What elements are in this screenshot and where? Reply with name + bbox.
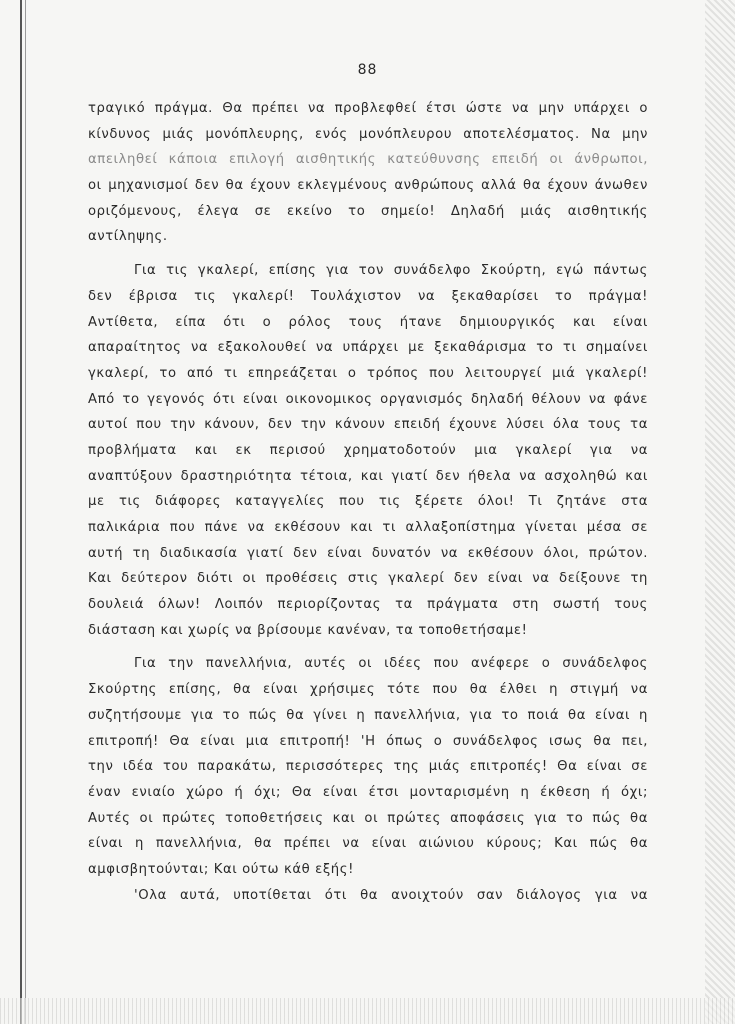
left-border-line (20, 0, 22, 1024)
body-text (88, 96, 648, 908)
text-line: αναπτύξουν δραστηριότητα τέτοια, και γιατί δεν ήθελα να ασχοληθώ και (88, 468, 648, 484)
text-line: Για τις γκαλερί, επίσης για τον συνάδελφο Σκούρτη, εγώ πάντως (134, 263, 648, 279)
text-line: Από το γεγονός ότι είναι οικονομικος οργανισμός δηλαδή θέλουν να φάνε (88, 391, 648, 407)
text-line: διάσταση και χωρίς να βρίσουμε κανέναν, τα τοποθετήσαμε! (88, 622, 528, 638)
text-line: επιτροπή! Θα είναι μια επιτροπή! 'Η όπως ο συνάδελφος ισως θα πει, (88, 733, 648, 749)
text-line: γκαλερί, το από τι επηρεάζεται ο τρόπος που λειτουργεί μιά γκαλερί! (88, 365, 648, 381)
text-line: συζητήσουμε για το πώς θα γίνει η πανελλήνια, για το ποιά θα είναι η (88, 707, 648, 723)
text-line: με τις διάφορες καταγγελίες που τις ξέρετε όλοι! Τι ζητάνε στα (88, 494, 648, 510)
text-line: προβλήματα και εκ περισού χρηματοδοτούν μια γκαλερί για να (88, 442, 648, 458)
text-line: απαραίτητος να εξακολουθεί να υπάρχει με ξεκαθάρισμα το τι σημαίνει (88, 340, 648, 356)
text-line: παλικάρια που πάνε να εκθέσουν και τι αλλαξοπίστημα γίνεται μέσα σε (88, 520, 648, 535)
text-line: αυτή τη διαδικασία γιατί δεν είναι δυνατόν να εκθέσουν όλοι, πρώτον. (88, 545, 648, 561)
text-line: οριζόμενους, έλεγα σε εκείνο το σημείο! Δηλαδή μιάς αισθητικής (88, 203, 648, 219)
text-line: την ιδέα του παρακάτω, περισσότερες της μιάς επιτροπές! Θα είναι σε (88, 759, 648, 775)
text-line: έναν ενιαίο χώρο ή όχι; Θα είναι έτσι μονταρισμένη η έκθεση ή όχι; (88, 784, 648, 800)
text-line: κίνδυνος μιάς μονόπλευρης, ενός μονόπλευρου αποτελέσματος. Να μην (88, 126, 648, 142)
paragraph-gap (88, 643, 648, 651)
text-line: αμφισβητούνται; Και ούτω κάθ εξής! (88, 861, 354, 877)
text-line: αντίληψης. (88, 229, 168, 245)
scan-bottom-shading (0, 998, 735, 1024)
text-line: Αυτές οι πρώτες τοποθετήσεις και οι πρώτες αποφάσεις για το πώς θα (88, 810, 648, 826)
text-line: αυτοί που την κάνουν, δεν την κάνουν επειδή έχουνε λύσει όλα τους τα (88, 417, 648, 433)
text-line: δουλειά όλων! Λοιπόν περιορίζοντας τα πράγματα στη σωστή τους (88, 597, 648, 613)
text-line: απειληθεί κάποια επιλογή αισθητικής κατεύθυνσης επειδή οι άνθρωποι, (88, 152, 648, 168)
scan-edge-shading (705, 0, 735, 1024)
text-line: Για την πανελλήνια, αυτές οι ιδέες που ανέφερε ο συνάδελφος (134, 656, 648, 672)
text-line: τραγικό πράγμα. Θα πρέπει να προβλεφθεί έτσι ώστε να μην υπάρχει ο (88, 101, 648, 116)
text-line: οι μηχανισμοί δεν θα έχουν εκλεγμένους ανθρώπους αλλά θα έχουν άνωθεν (88, 178, 648, 194)
paragraph-gap (88, 250, 648, 258)
text-line: είναι η πανελλήνια, θα πρέπει να είναι αιώνιου κύρους; Και πώς θα (88, 836, 648, 852)
page-number: 88 (357, 62, 378, 78)
left-border-line-inner (25, 0, 26, 1024)
text-line: 'Ολα αυτά, υποτίθεται ότι θα ανοιχτούν σαν διάλογος για να (134, 887, 648, 903)
text-line: Σκούρτης επίσης, θα είναι χρήσιμες τότε που θα έλθει η στιγμή να (88, 682, 648, 698)
text-line: Και δεύτερον διότι οι προθέσεις στις γκαλερί δεν είναι να δείξουνε τη (88, 571, 648, 587)
text-line: δεν έβρισα τις γκαλερί! Τουλάχιστον να ξεκαθαρίσει το πράγμα! (88, 288, 648, 304)
text-line: Αντίθετα, είπα ότι ο ρόλος τους ήτανε δημιουργικός και είναι (88, 314, 648, 330)
